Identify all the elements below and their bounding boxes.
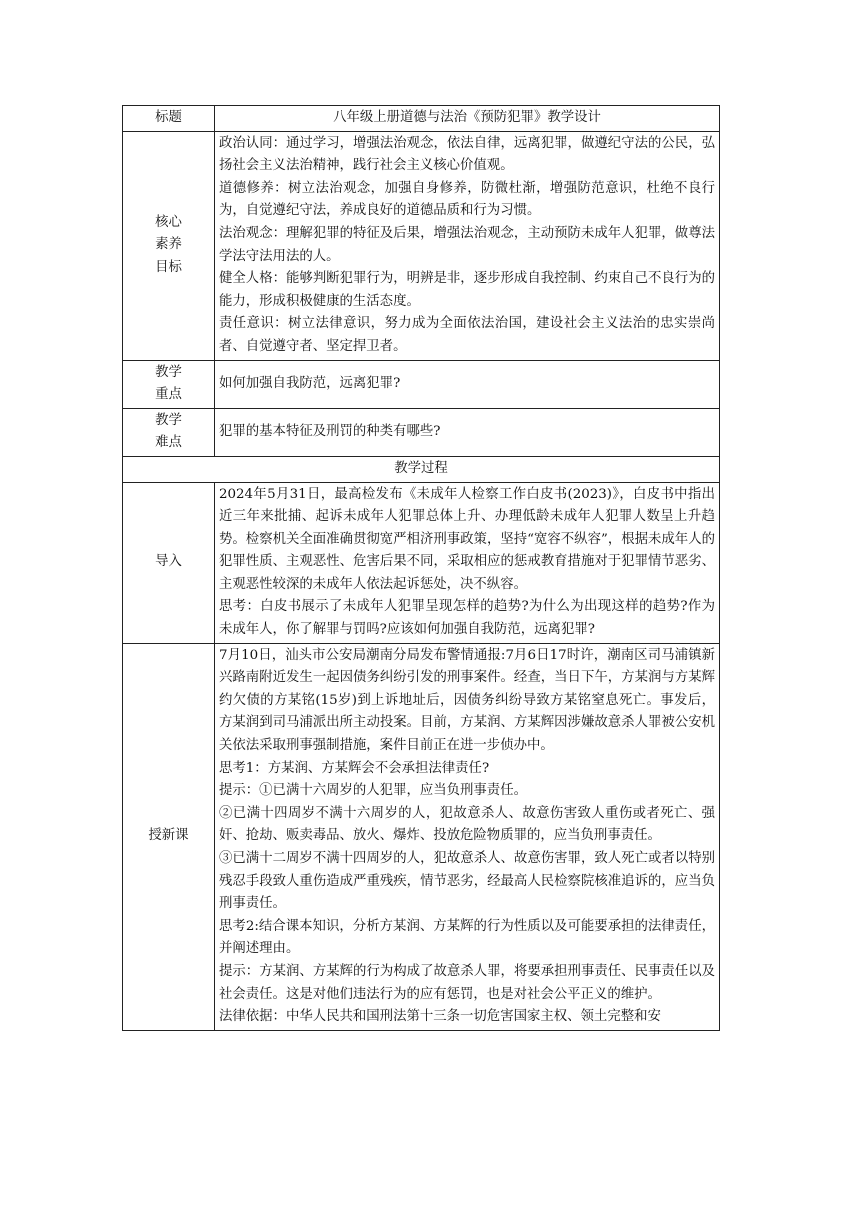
question-1: 思考1：方某润、方某辉会不会承担法律责任? (219, 760, 490, 776)
legal-basis: 法律依据：中华人民共和国刑法第十三条一切危害国家主权、领土完整和安 (219, 1009, 661, 1025)
goal-moral: 道德修养：树立法治观念，加强自身修养，防微杜渐，增强防范意识，杜绝不良行为，自觉遵纪守法，养成良好的道德品质和行为习惯。 (219, 180, 715, 219)
hint-3: ③已满十二周岁不满十四周岁的人，犯故意杀人、故意伤害罪，致人死亡或者以特别残忍手段致人重伤造成严重残疾，情节恶劣，经最高人民检察院核准追诉的，应当负刑事责任。 (219, 851, 715, 912)
new-lesson-label: 授新课 (123, 643, 215, 1030)
intro-question: 思考：白皮书展示了未成年人犯罪呈现怎样的趋势?为什么为出现这样的趋势?作为未成年人，你了解罪与罚吗?应该如何加强自我防范，远离犯罪? (219, 599, 715, 638)
hint-1: 提示：①已满十六周岁的人犯罪，应当负刑事责任。 (219, 783, 527, 799)
case-paragraph: 7月10日，汕头市公安局潮南分局发布警情通报:7月6日17时许，潮南区司马浦镇新兴路南附近发生一起因债务纠纷引发的刑事案件。经查，当日下午，方某润与方某辉约欠债的方某铭(15岁)到上诉地址后，因债务纠纷导致方某铭窒息死亡。事发后，方某润到司马浦派出所主动投案。目前，方某润、方某辉因涉嫌故意杀人罪被公安机关依法采取刑事强制措施，案件目前正在进一步侦办中。 (219, 647, 715, 754)
goal-personality: 健全人格：能够判断犯罪行为，明辨是非，逐步形成自我控制、约束自己不良行为的能力，形成积极健康的生活态度。 (219, 271, 715, 309)
lesson-plan-table (122, 105, 720, 1031)
hint-answer: 提示：方某润、方某辉的行为构成了故意杀人罪，将要承担刑事责任、民事责任以及社会责任。这是对他们违法行为的应有惩罚，也是对社会公平正义的维护。 (219, 963, 715, 1002)
goal-political: 政治认同：通过学习，增强法治观念，依法自律，远离犯罪，做遵纪守法的公民，弘扬社会主义法治精神，践行社会主义核心价值观。 (219, 135, 715, 174)
difficulty-label: 教学 难点 (123, 408, 215, 456)
table-row (123, 482, 720, 643)
hint-2: ②已满十四周岁不满十六周岁的人，犯故意杀人、故意伤害致人重伤或者死亡、强奸、抢劫、贩卖毒品、放火、爆炸、投放危险物质罪的，应当负刑事责任。 (219, 805, 715, 844)
intro-label: 导入 (123, 482, 215, 643)
core-goals-label: 核心 素养 目标 (123, 131, 215, 360)
title-value: 八年级上册道德与法治《预防犯罪》教学设计 (215, 106, 720, 132)
new-lesson-content (215, 643, 720, 1030)
table-row (123, 456, 720, 482)
question-2: 思考2:结合课本知识，分析方某润、方某辉的行为性质以及可能要承担的法律责任，并阐述理由。 (219, 918, 715, 957)
core-goals-content (215, 131, 720, 360)
goal-responsibility: 责任意识：树立法律意识，努力成为全面依法治国，建设社会主义法治的忠实崇尚者、自觉遵守者、坚定捍卫者。 (219, 316, 715, 354)
intro-content (215, 482, 720, 643)
table-row (123, 131, 720, 360)
goal-legal: 法治观念：理解犯罪的特征及后果，增强法治观念，主动预防未成年人犯罪，做尊法学法守法用法的人。 (219, 225, 715, 264)
key-point-value: 如何加强自我防范，远离犯罪? (215, 360, 720, 408)
process-header: 教学过程 (123, 456, 720, 482)
table-row (123, 360, 720, 408)
title-label: 标题 (123, 106, 215, 132)
table-row (123, 408, 720, 456)
difficulty-value: 犯罪的基本特征及刑罚的种类有哪些? (215, 408, 720, 456)
key-point-label: 教学 重点 (123, 360, 215, 408)
table-row (123, 106, 720, 132)
table-row (123, 643, 720, 1030)
intro-paragraph: 2024年5月31日，最高检发布《未成年人检察工作白皮书(2023)》，白皮书中指出近三年来批捕、起诉未成年人犯罪总体上升、办理低龄未成年人犯罪人数呈上升趋势。检察机关全面准确贯彻宽严相济刑事政策，坚持“宽容不纵容”，根据未成年人的犯罪性质、主观恶性、危害后果不同，采取相应的惩戒教育措施对于犯罪情节恶劣、主观恶性较深的未成年人依法起诉惩处，决不纵容。 (219, 486, 715, 592)
